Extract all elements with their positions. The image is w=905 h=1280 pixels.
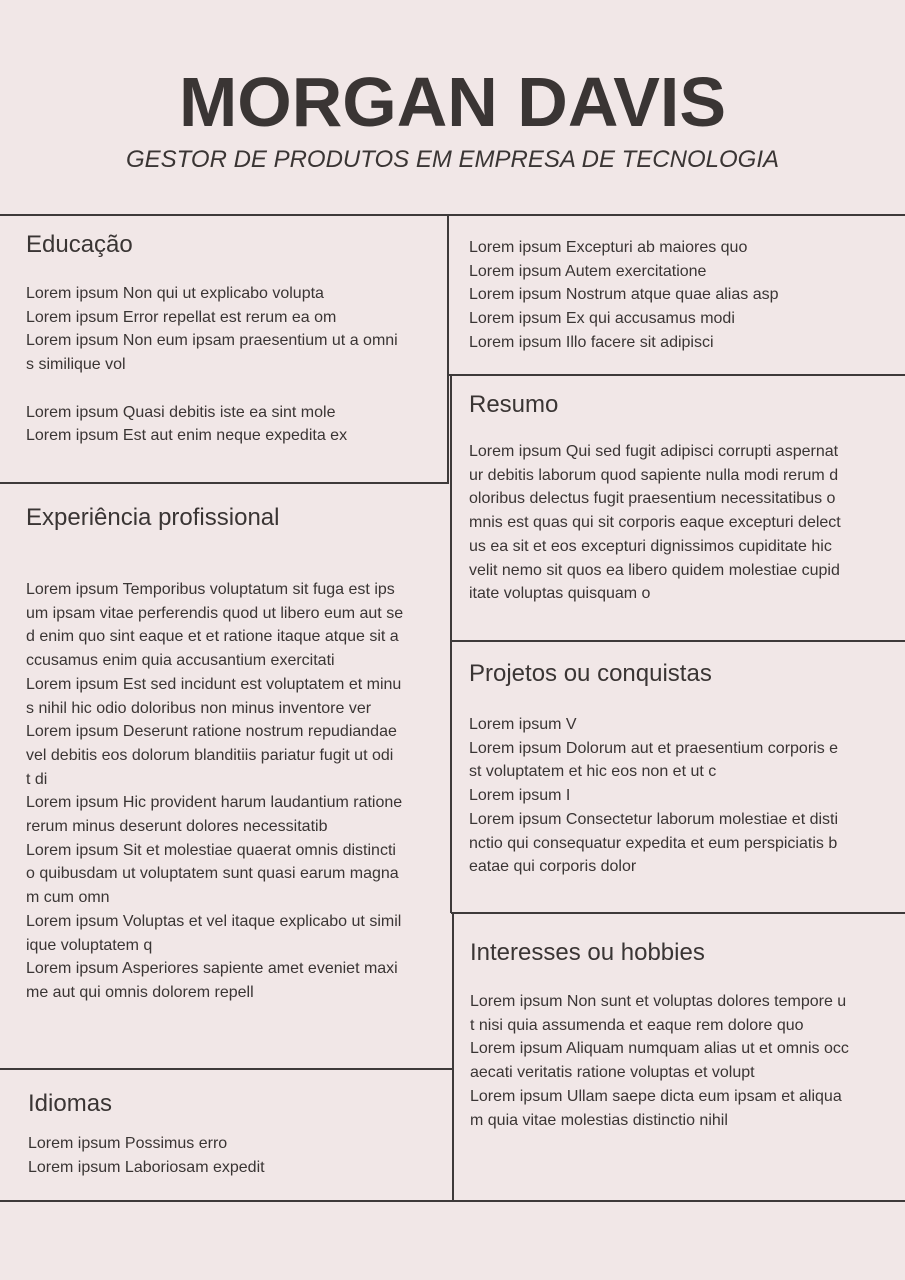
- summary-line: oloribus delectus fugit praesentium necessitatibus o: [469, 490, 836, 508]
- experience-line: Lorem ipsum Est sed incidunt est voluptatem et minu: [26, 675, 402, 693]
- summary-line: velit nemo sit quos ea libero quidem molestiae cupid: [469, 561, 840, 579]
- experience-line: Lorem ipsum Deserunt ratione nostrum repudiandae: [26, 723, 397, 741]
- skill-line: Lorem ipsum Nostrum atque quae alias asp: [469, 286, 779, 304]
- education-line: Lorem ipsum Quasi debitis iste ea sint mole: [26, 403, 336, 421]
- summary-line: ur debitis laborum quod sapiente nulla modi rerum d: [469, 466, 839, 484]
- section-education: [26, 230, 436, 448]
- education-line: s similique vol: [26, 356, 126, 374]
- interest-line: Lorem ipsum Non sunt et voluptas dolores tempore u: [470, 993, 847, 1010]
- summary-line: us ea sit et eos excepturi dignissimos cupiditate hic: [469, 537, 832, 555]
- candidate-name: MORGAN DAVIS: [178, 63, 727, 141]
- experience-line: Lorem ipsum Hic provident harum laudantium ratione: [26, 794, 403, 812]
- interest-line: m quia vitae molestias distinctio nihil: [470, 1111, 728, 1129]
- section-interests: [470, 938, 895, 1132]
- experience-line: d enim quo sint eaque et et ratione itaque atque sit a: [26, 628, 399, 646]
- skill-line: Lorem ipsum Ex qui accusamus modi: [469, 310, 735, 328]
- education-line: Lorem ipsum Error repellat est rerum ea om: [26, 308, 337, 326]
- section-summary: [469, 390, 894, 606]
- divider-left-2: [0, 1068, 453, 1070]
- section-experience: [26, 503, 441, 1005]
- education-line: Lorem ipsum Non eum ipsam praesentium ut a omni: [26, 332, 398, 350]
- experience-line: rerum minus deserunt dolores necessitatib: [26, 818, 328, 836]
- interest-line: Lorem ipsum Aliquam numquam alias ut et omnis occ: [470, 1040, 849, 1058]
- experience-line: Lorem ipsum Voluptas et vel itaque explicabo ut simil: [26, 912, 402, 930]
- section-heading: Projetos ou conquistas: [469, 660, 712, 687]
- section-heading: Resumo: [469, 391, 559, 418]
- divider-vertical-bottom: [452, 912, 454, 1202]
- divider-bottom: [0, 1200, 905, 1202]
- experience-line: ccusamus enim quia accusantium exercitati: [26, 652, 335, 670]
- job-title: GESTOR DE PRODUTOS EM EMPRESA DE TECNOLOGIA: [125, 146, 779, 173]
- experience-line: s nihil hic odio doloribus non minus inventore ver: [26, 699, 372, 717]
- divider-left-1: [0, 482, 449, 484]
- experience-line: t di: [26, 770, 48, 788]
- skill-line: Lorem ipsum Excepturi ab maiores quo: [469, 239, 748, 256]
- divider-vertical-top: [447, 214, 449, 484]
- interest-line: Lorem ipsum Ullam saepe dicta eum ipsam et aliqua: [470, 1087, 842, 1105]
- experience-line: ique voluptatem q: [26, 936, 153, 954]
- project-line: eatae qui corporis dolor: [469, 858, 637, 876]
- interest-line: aecati veritatis ratione voluptas et volupt: [470, 1064, 755, 1082]
- divider-right-3: [451, 912, 905, 914]
- project-line: Lorem ipsum Dolorum aut et praesentium corporis e: [469, 739, 839, 757]
- experience-line: um ipsam vitae perferendis quod ut libero eum aut se: [26, 604, 404, 622]
- language-line: Lorem ipsum Laboriosam expedit: [28, 1158, 265, 1176]
- divider-right-2: [451, 640, 905, 642]
- project-line: st voluptatem et hic eos non et ut c: [469, 763, 717, 781]
- section-projects: [469, 659, 894, 879]
- divider-right-1: [448, 374, 905, 376]
- section-heading: Educação: [26, 231, 133, 258]
- language-line: Lorem ipsum Possimus erro: [28, 1135, 228, 1152]
- summary-line: Lorem ipsum Qui sed fugit adipisci corrupti aspernat: [469, 443, 839, 460]
- divider-top: [0, 214, 905, 216]
- experience-line: me aut qui omnis dolorem repell: [26, 983, 254, 1001]
- section-heading: Interesses ou hobbies: [470, 939, 705, 966]
- skill-line: Lorem ipsum Illo facere sit adipisci: [469, 333, 714, 351]
- interest-line: t nisi quia assumenda et eaque rem dolore quo: [470, 1016, 804, 1034]
- summary-line: itate voluptas quisquam o: [469, 585, 651, 603]
- experience-line: Lorem ipsum Sit et molestiae quaerat omnis distincti: [26, 841, 396, 859]
- project-line: Lorem ipsum Consectetur laborum molestiae et disti: [469, 810, 839, 828]
- project-line: nctio qui consequatur expedita et eum perspiciatis b: [469, 834, 838, 852]
- skill-line: Lorem ipsum Autem exercitatione: [469, 262, 707, 280]
- section-skills: [469, 236, 889, 355]
- section-languages: [28, 1089, 438, 1179]
- summary-line: mnis est quas qui sit corporis eaque excepturi delect: [469, 514, 841, 532]
- experience-line: Lorem ipsum Asperiores sapiente amet eveniet maxi: [26, 960, 398, 978]
- project-line: Lorem ipsum V: [469, 716, 577, 733]
- project-line: Lorem ipsum I: [469, 787, 571, 805]
- education-line: Lorem ipsum Non qui ut explicabo volupta: [26, 285, 324, 302]
- experience-line: o quibusdam ut voluptatem sunt quasi earum magna: [26, 865, 399, 883]
- experience-line: m cum omn: [26, 889, 110, 907]
- experience-line: Lorem ipsum Temporibus voluptatum sit fuga est ips: [26, 581, 395, 598]
- section-heading: Experiência profissional: [26, 504, 280, 531]
- education-line: Lorem ipsum Est aut enim neque expedita ex: [26, 427, 348, 445]
- experience-line: vel debitis eos dolorum blanditiis pariatur fugit ut odi: [26, 746, 394, 764]
- section-heading: Idiomas: [28, 1090, 113, 1117]
- divider-vertical-mid: [450, 374, 452, 913]
